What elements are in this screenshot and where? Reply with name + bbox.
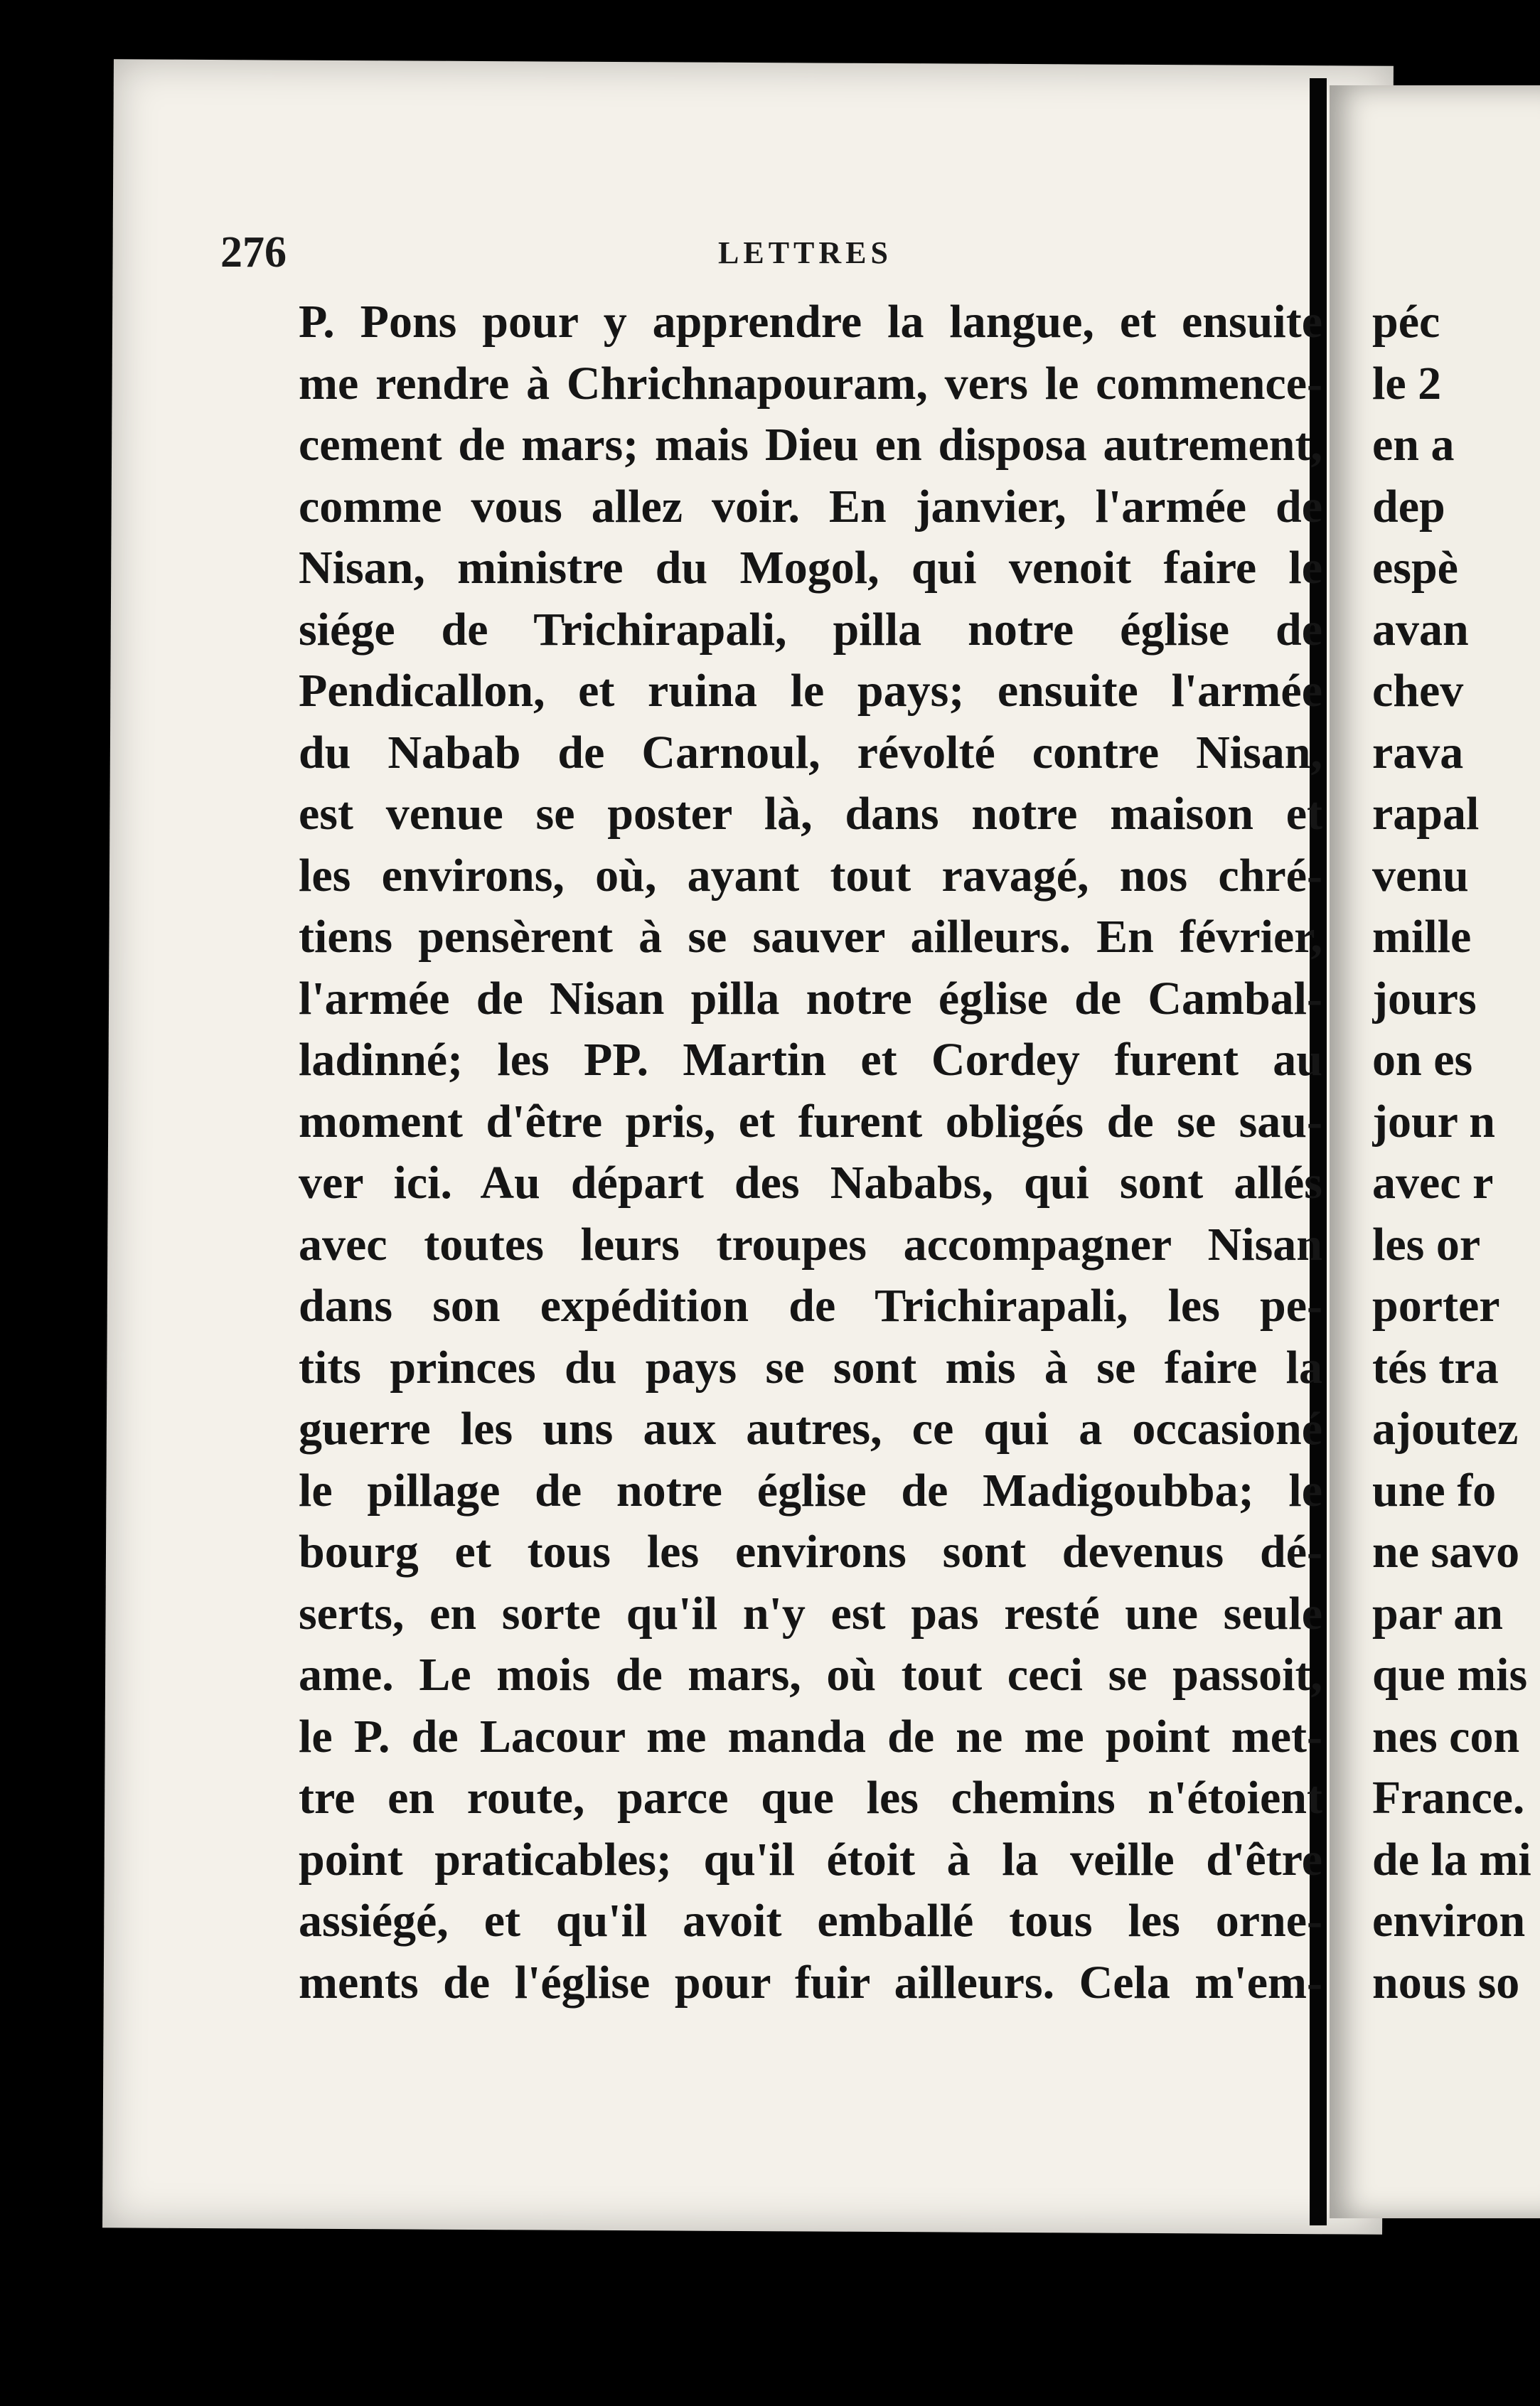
facing-text-line: nous so xyxy=(1372,1956,1520,2009)
facing-text-line: jour n xyxy=(1372,1095,1495,1148)
facing-text-line: ne savo xyxy=(1372,1526,1520,1578)
text-line: P. Pons pour y apprendre la langue, et ensuite xyxy=(299,296,1322,348)
facing-text-line: péc xyxy=(1372,296,1440,348)
facing-text-line: avec r xyxy=(1372,1157,1494,1209)
body-text xyxy=(299,292,1322,2014)
text-line: assiégé, et qu'il avoit emballé tous les orne- xyxy=(299,1895,1322,1947)
facing-text-line: dep xyxy=(1372,480,1445,533)
text-line: point praticables; qu'il étoit à la veille d'être xyxy=(299,1833,1322,1886)
facing-text-line: nes con xyxy=(1372,1710,1520,1763)
text-line: comme vous allez voir. En janvier, l'armée de xyxy=(299,480,1322,533)
text-line: moment d'être pris, et furent obligés de se sau- xyxy=(299,1095,1322,1148)
running-head xyxy=(220,228,1330,277)
text-line: ver ici. Au départ des Nababs, qui sont allés xyxy=(299,1157,1322,1209)
text-line: avec toutes leurs troupes accompagner Nisan xyxy=(299,1218,1322,1271)
text-line: du Nabab de Carnoul, révolté contre Nisan, xyxy=(299,726,1322,779)
text-line: Pendicallon, et ruina le pays; ensuite l'armée xyxy=(299,665,1322,717)
facing-text-line: avan xyxy=(1372,603,1469,656)
text-line: cement de mars; mais Dieu en disposa autrement, xyxy=(299,419,1322,471)
text-line: siége de Trichirapali, pilla notre église de xyxy=(299,603,1322,656)
running-title: LETTRES xyxy=(718,235,892,270)
text-line: me rendre à Chrichnapouram, vers le commence- xyxy=(299,357,1322,410)
text-line: ladinné; les PP. Martin et Cordey furent au xyxy=(299,1034,1322,1086)
text-line: guerre les uns aux autres, ce qui a occasioné xyxy=(299,1403,1322,1455)
text-line: tiens pensèrent à se sauver ailleurs. En février, xyxy=(299,911,1322,963)
facing-text-line: chev xyxy=(1372,665,1464,717)
facing-text-line: porter xyxy=(1372,1280,1500,1332)
text-line: bourg et tous les environs sont devenus dé- xyxy=(299,1526,1322,1578)
facing-text-line: les or xyxy=(1372,1218,1481,1271)
facing-text-line: rava xyxy=(1372,726,1464,779)
facing-text-line: tés tra xyxy=(1372,1341,1499,1394)
text-line: serts, en sorte qu'il n'y est pas resté une seule xyxy=(299,1587,1322,1640)
text-line: ments de l'église pour fuir ailleurs. Cela m'em- xyxy=(299,1956,1322,2009)
text-line: dans son expédition de Trichirapali, les pe- xyxy=(299,1280,1322,1332)
text-line: est venue se poster là, dans notre maison et xyxy=(299,788,1322,840)
facing-text-line: en a xyxy=(1372,419,1455,471)
facing-text-line: mille xyxy=(1372,911,1472,963)
facing-text-line: ajoutez xyxy=(1372,1403,1519,1455)
facing-text-line: que mis xyxy=(1372,1649,1528,1701)
facing-text-line: de la mi xyxy=(1372,1833,1531,1886)
facing-page-text xyxy=(1372,292,1540,2014)
text-line: ame. Le mois de mars, où tout ceci se passoit, xyxy=(299,1649,1322,1701)
text-line: tits princes du pays se sont mis à se faire la xyxy=(299,1341,1322,1394)
facing-text-line: le 2 xyxy=(1372,357,1442,410)
text-line: le P. de Lacour me manda de ne me point met- xyxy=(299,1710,1322,1763)
text-line: l'armée de Nisan pilla notre église de Cambal- xyxy=(299,972,1322,1025)
text-line: le pillage de notre église de Madigoubba; le xyxy=(299,1464,1322,1517)
facing-text-line: espè xyxy=(1372,542,1458,594)
facing-text-line: jours xyxy=(1372,972,1477,1025)
facing-text-line: environ xyxy=(1372,1895,1526,1947)
facing-text-line: une fo xyxy=(1372,1464,1497,1517)
facing-text-line: par an xyxy=(1372,1587,1504,1640)
text-line: tre en route, parce que les chemins n'étoient xyxy=(299,1772,1322,1824)
text-line: Nisan, ministre du Mogol, qui venoit faire le xyxy=(299,542,1322,594)
facing-text-line: rapal xyxy=(1372,788,1480,840)
page-number: 276 xyxy=(220,228,287,277)
facing-text-line: on es xyxy=(1372,1034,1473,1086)
facing-text-line: venu xyxy=(1372,849,1469,902)
text-line: les environs, où, ayant tout ravagé, nos chré- xyxy=(299,849,1322,902)
facing-text-line: France. xyxy=(1372,1772,1525,1824)
